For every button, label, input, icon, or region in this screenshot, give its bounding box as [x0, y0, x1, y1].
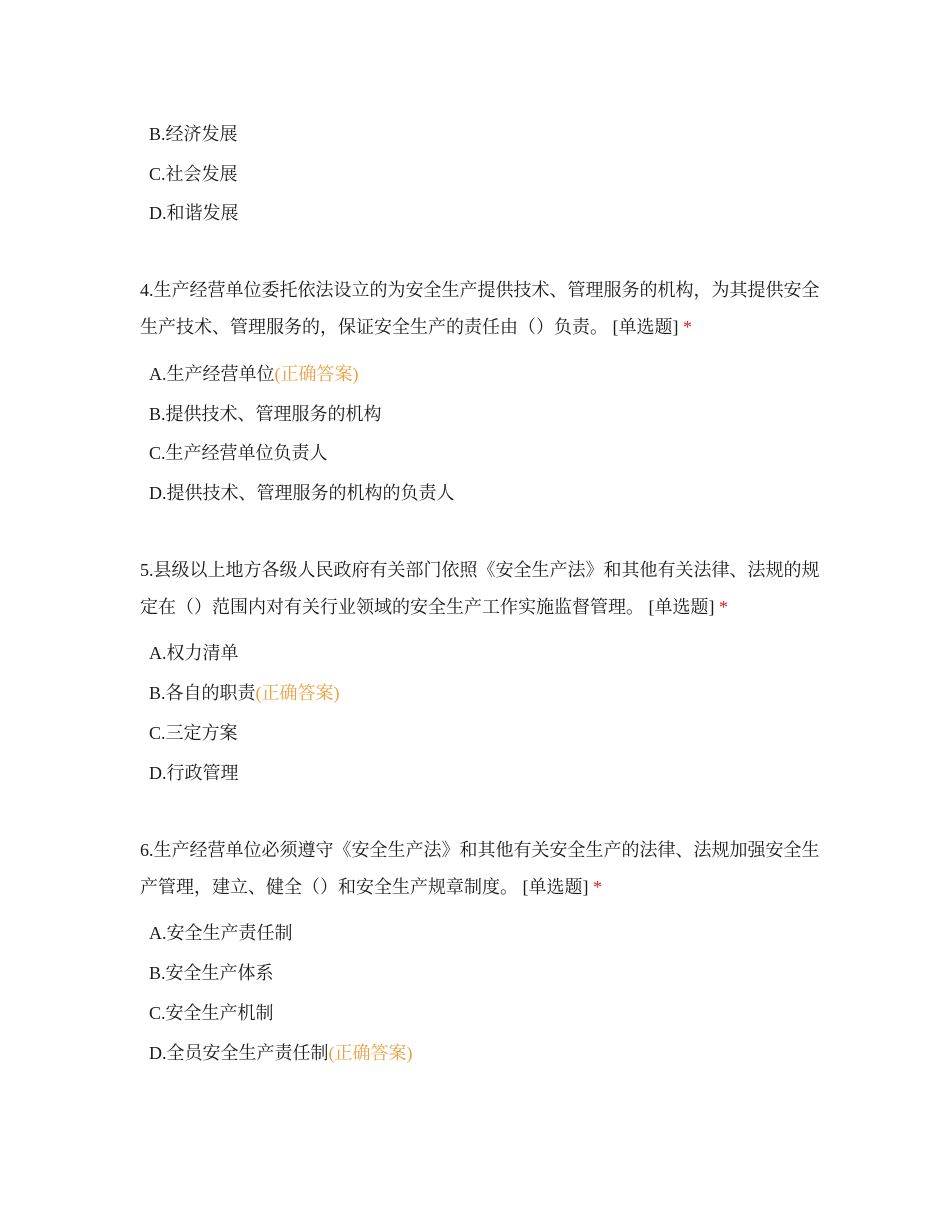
option-text: 各自的职责 [165, 683, 256, 703]
option-letter: A. [149, 923, 167, 943]
question-4-stem [140, 272, 820, 346]
q6-option-d [149, 1042, 413, 1064]
q5-option-b [149, 682, 340, 704]
question-type-badge: [单选题] [522, 877, 589, 897]
required-marker: * [683, 317, 692, 337]
required-marker: * [593, 877, 602, 897]
q6-option-b [149, 962, 274, 984]
option-text: 安全生产体系 [165, 963, 274, 983]
q4-option-b [149, 403, 382, 425]
option-text: 行政管理 [166, 763, 239, 783]
option-text: 经济发展 [165, 124, 238, 144]
option-text: 权力清单 [166, 643, 239, 663]
question-type-badge: [单选题] [648, 597, 715, 617]
q3-option-b [149, 123, 238, 145]
question-type-badge: [单选题] [612, 317, 679, 337]
option-letter: A. [149, 643, 167, 663]
option-text: 生产经营单位负责人 [165, 443, 328, 463]
option-letter: B. [149, 124, 166, 144]
option-text: 三定方案 [165, 723, 238, 743]
required-marker: * [719, 597, 728, 617]
option-text: 提供技术、管理服务的机构 [165, 404, 382, 424]
correct-answer-tag: (正确答案) [328, 1043, 413, 1063]
option-letter: C. [149, 164, 166, 184]
option-letter: C. [149, 723, 166, 743]
correct-answer-tag: (正确答案) [274, 364, 359, 384]
option-text: 全员安全生产责任制 [166, 1043, 329, 1063]
q3-option-d [149, 202, 239, 224]
option-letter: D. [149, 203, 167, 223]
option-text: 和谐发展 [166, 203, 239, 223]
option-text: 安全生产机制 [165, 1003, 274, 1023]
q5-option-d [149, 762, 239, 784]
option-text: 生产经营单位 [166, 364, 275, 384]
option-letter: D. [149, 1043, 167, 1063]
question-5-stem [140, 552, 820, 626]
q3-option-c [149, 163, 238, 185]
q4-option-a [149, 363, 359, 385]
q5-option-a [149, 642, 239, 664]
option-letter: D. [149, 763, 167, 783]
question-text: 6.生产经营单位必须遵守《安全生产法》和其他有关安全生产的法律、法规加强安全生产管理，建立、健全（）和安全生产规章制度。 [140, 840, 820, 897]
q6-option-c [149, 1002, 274, 1024]
option-letter: B. [149, 963, 166, 983]
option-text: 提供技术、管理服务的机构的负责人 [166, 483, 455, 503]
option-letter: D. [149, 483, 167, 503]
q6-option-a [149, 922, 293, 944]
q4-option-c [149, 442, 328, 464]
option-text: 安全生产责任制 [166, 923, 293, 943]
option-letter: B. [149, 683, 166, 703]
question-6-stem [140, 832, 820, 906]
question-text: 4.生产经营单位委托依法设立的为安全生产提供技术、管理服务的机构，为其提供安全生产技术、管理服务的，保证安全生产的责任由（）负责。 [140, 280, 820, 337]
option-letter: C. [149, 443, 166, 463]
q4-option-d [149, 482, 455, 504]
option-letter: A. [149, 364, 167, 384]
option-text: 社会发展 [165, 164, 238, 184]
question-text: 5.县级以上地方各级人民政府有关部门依照《安全生产法》和其他有关法律、法规的规定在（）范围内对有关行业领域的安全生产工作实施监督管理。 [140, 560, 820, 617]
option-letter: B. [149, 404, 166, 424]
option-letter: C. [149, 1003, 166, 1023]
correct-answer-tag: (正确答案) [255, 683, 340, 703]
q5-option-c [149, 722, 238, 744]
